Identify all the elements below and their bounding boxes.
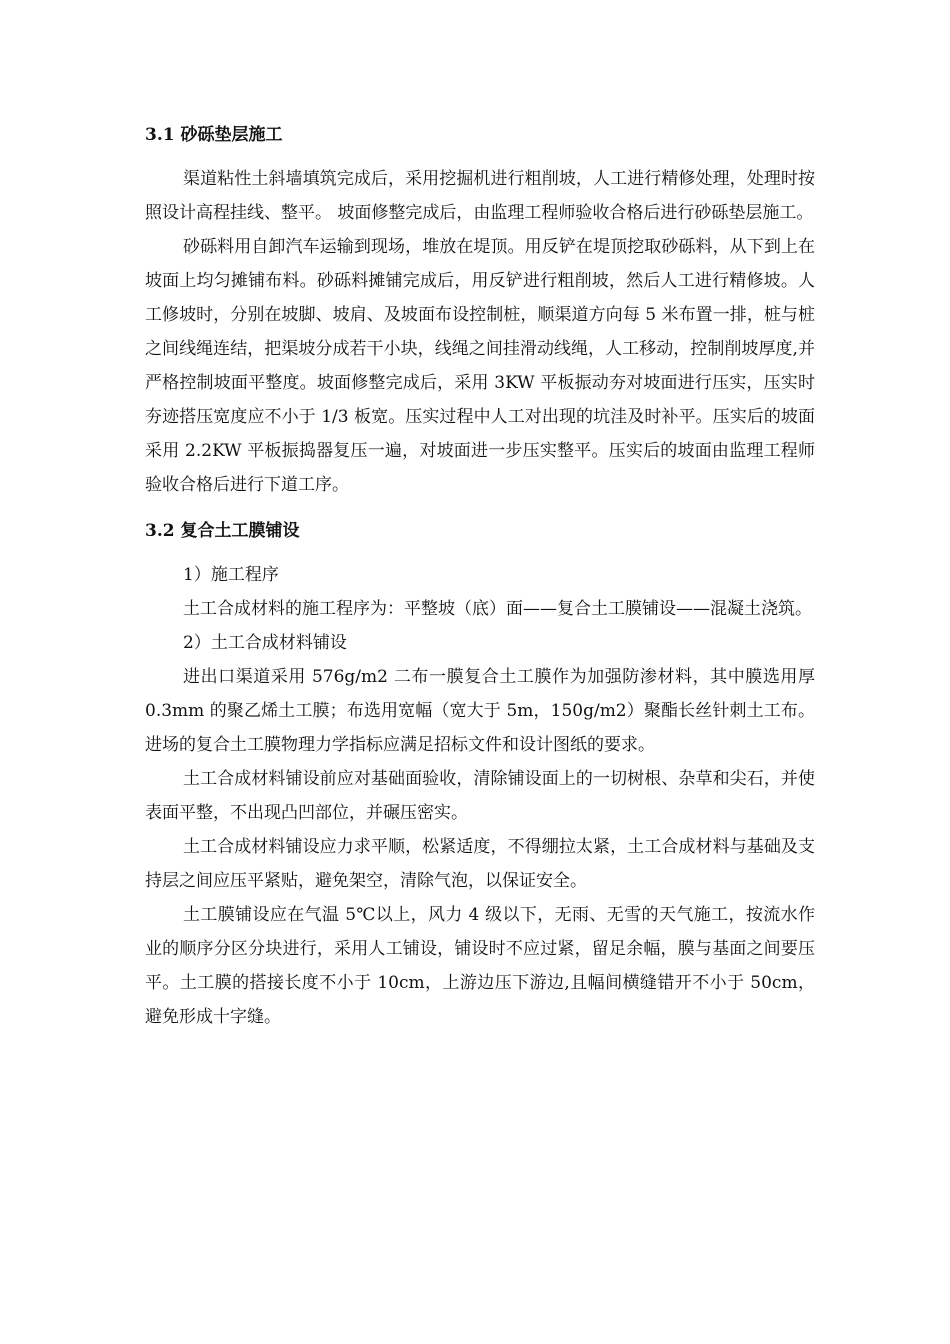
subheading-procedure: 1）施工程序 <box>183 565 279 585</box>
paragraph: 土工合成材料铺设应力求平顺，松紧适度，不得绷拉太紧，土工合成材料与基础及支持层之间应压平紧贴，避免架空，清除气泡，以保证安全。 <box>145 837 815 891</box>
document-body <box>145 118 815 1034</box>
section-heading-gravel-cushion: 3.1 砂砾垫层施工 <box>145 125 283 145</box>
section-heading-geomembrane: 3.2 复合土工膜铺设 <box>145 521 300 541</box>
subheading-laying: 2）土工合成材料铺设 <box>183 633 347 653</box>
paragraph: 进出口渠道采用 576g/m2 二布一膜复合土工膜作为加强防渗材料，其中膜选用厚 0.3mm 的聚乙烯土工膜；布选用宽幅（宽大于 5m，150g/m2）聚酯长丝针刺土工布。进场的复合土工膜物理力学指标应满足招标文件和设计图纸的要求。 <box>145 667 815 755</box>
paragraph: 渠道粘性土斜墙填筑完成后，采用挖掘机进行粗削坡，人工进行精修处理，处理时按照设计高程挂线、整平。 坡面修整完成后，由监理工程师验收合格后进行砂砾垫层施工。 <box>145 169 815 223</box>
paragraph: 土工合成材料的施工程序为：平整坡（底）面——复合土工膜铺设——混凝土浇筑。 <box>183 599 812 619</box>
paragraph: 砂砾料用自卸汽车运输到现场，堆放在堤顶。用反铲在堤顶挖取砂砾料，从下到上在坡面上均匀摊铺布料。砂砾料摊铺完成后，用反铲进行粗削坡，然后人工进行精修坡。人工修坡时，分别在坡脚、坡肩、及坡面布设控制桩，顺渠道方向每 5 米布置一排，桩与桩之间线绳连结，把渠坡分成若干小块，线绳之间挂滑动线绳，人工移动，控制削坡厚度,并严格控制坡面平整度。坡面修整完成后，采用 3KW 平板振动夯对坡面进行压实，压实时夯迹搭压宽度应不小于 1/3 板宽。压实过程中人工对出现的坑洼及时补平。压实后的坡面采用 2.2KW 平板振捣器复压一遍，对坡面进一步压实整平。压实后的坡面由监理工程师验收合格后进行下道工序。 <box>145 237 815 495</box>
paragraph: 土工膜铺设应在气温 5℃以上，风力 4 级以下，无雨、无雪的天气施工，按流水作业的顺序分区分块进行，采用人工铺设，铺设时不应过紧，留足余幅，膜与基面之间要压平。土工膜的搭接长度不小于 10cm，上游边压下游边,且幅间横缝错开不小于 50cm，避免形成十字缝。 <box>145 905 815 1027</box>
paragraph: 土工合成材料铺设前应对基础面验收，清除铺设面上的一切树根、杂草和尖石，并使表面平整，不出现凸凹部位，并碾压密实。 <box>145 769 815 823</box>
